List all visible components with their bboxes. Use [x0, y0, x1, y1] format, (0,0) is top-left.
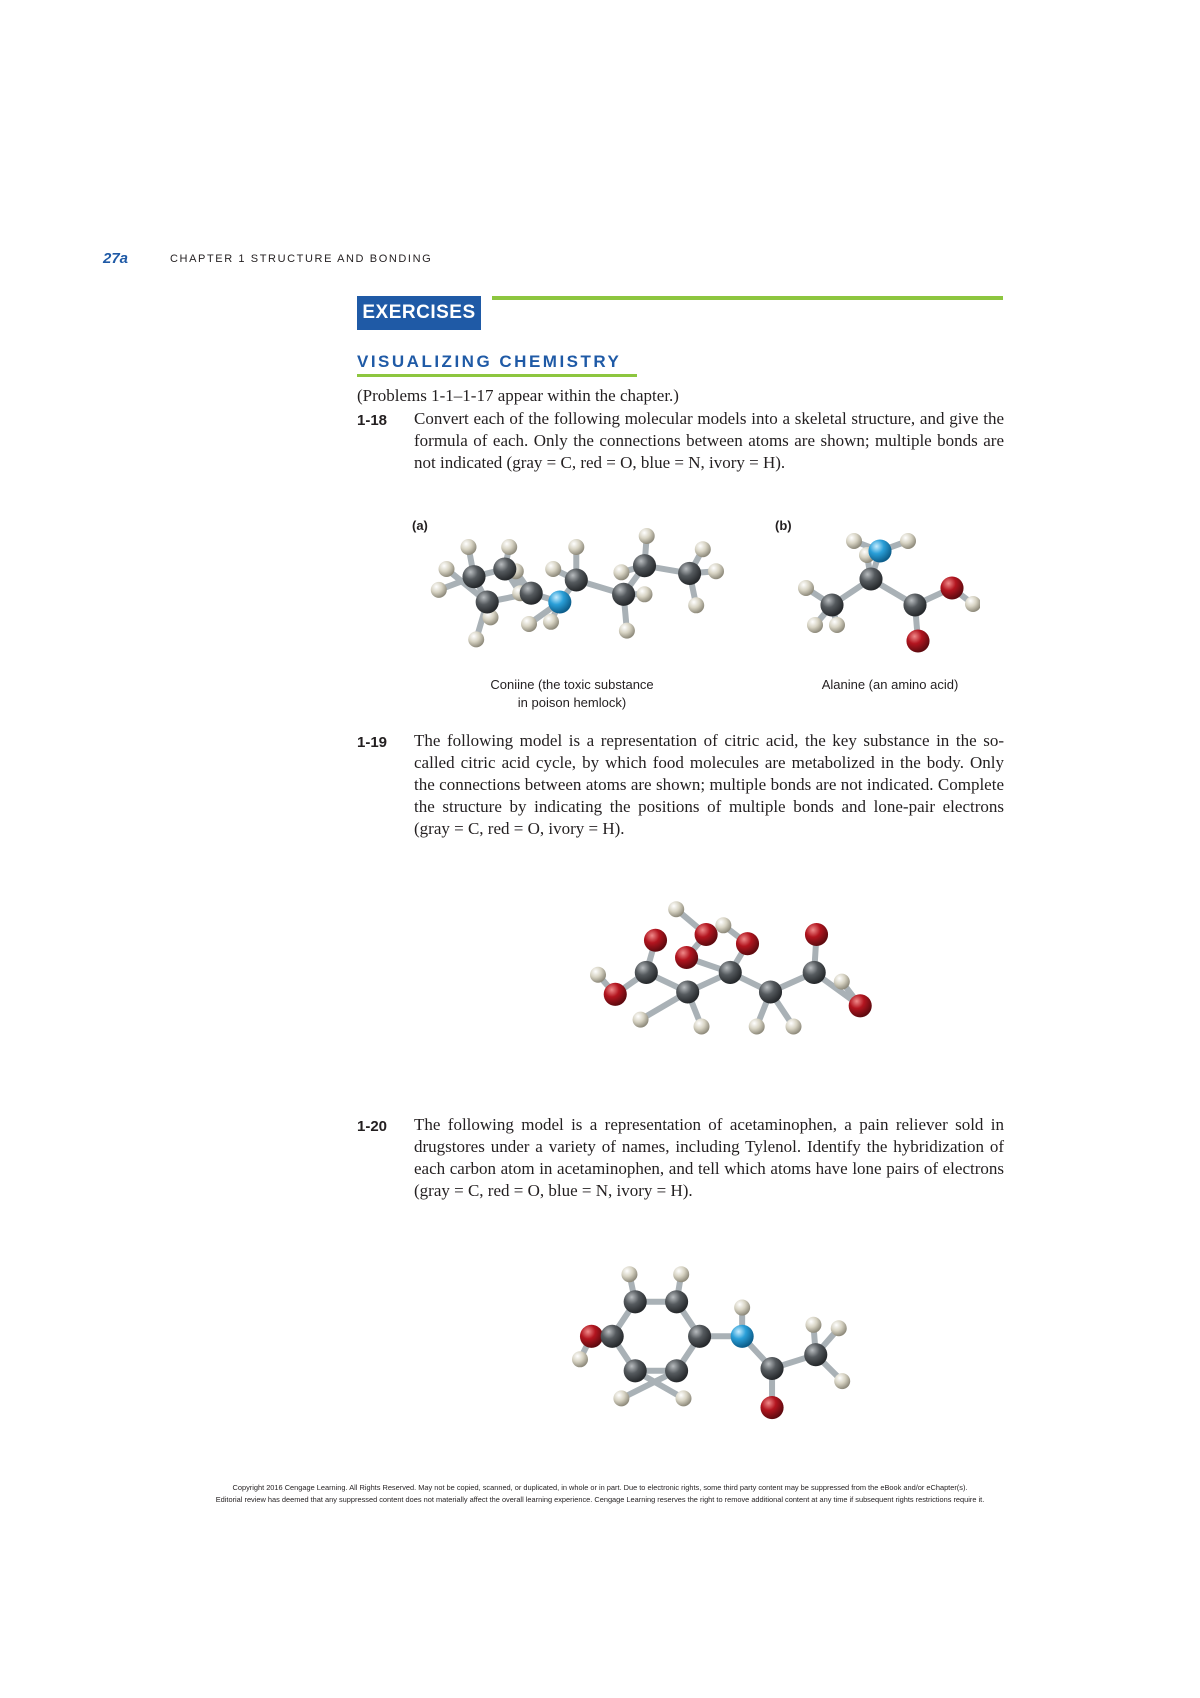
acetaminophen-model	[560, 1245, 860, 1445]
oxygen-atom	[805, 923, 828, 946]
oxygen-atom	[940, 576, 963, 599]
carbon-atom	[635, 961, 658, 984]
carbon-atom	[565, 568, 588, 591]
caption-coniine-line2: in poison hemlock)	[517, 695, 627, 710]
copyright-line1: Copyright 2016 Cengage Learning. All Rights Reserved. May not be copied, scanned, or duplicated, in whole or in part. Due to electronic rights, some third party content may be suppressed from the eBook and/or eChapter(s).	[232, 1483, 968, 1492]
hydrogen-atom	[834, 974, 850, 990]
hydrogen-atom	[668, 901, 684, 917]
oxygen-atom	[761, 1396, 784, 1419]
nitrogen-atom	[548, 590, 571, 613]
coniine-model	[420, 515, 740, 665]
carbon-atom	[719, 961, 742, 984]
hydrogen-atom	[633, 1012, 649, 1028]
exercises-badge: EXERCISES	[357, 296, 481, 330]
hydrogen-atom	[673, 1266, 689, 1282]
carbon-atom	[820, 593, 843, 616]
hydrogen-atom	[543, 614, 559, 630]
problem-number-1-18: 1-18	[357, 412, 388, 429]
oxygen-atom	[604, 983, 627, 1006]
alanine-model	[780, 515, 980, 665]
header-rule	[492, 296, 1003, 300]
hydrogen-atom	[639, 528, 655, 544]
hydrogen-atom	[846, 533, 862, 549]
oxygen-atom	[906, 629, 929, 652]
hydrogen-atom	[461, 539, 477, 555]
problem-text-1-19: The following model is a representation of citric acid, the key substance in the so-called citric acid cycle, by which food molecules are metabolized in the body. Only the connections between atoms are shown; multiple bonds are not indicated. Complete the structure by indicating the positions of multiple bonds and lone-pair electrons (gray = C, red = O, ivory = H).	[414, 731, 1004, 838]
hydrogen-atom	[468, 631, 484, 647]
hydrogen-atom	[805, 1317, 821, 1333]
hydrogen-atom	[613, 564, 629, 580]
intro-note: (Problems 1-1–1-17 appear within the chapter.)	[357, 386, 679, 405]
section-rule	[357, 374, 637, 377]
problem-number-1-19: 1-19	[357, 734, 388, 751]
hydrogen-atom	[786, 1019, 802, 1035]
hydrogen-atom	[715, 917, 731, 933]
hydrogen-atom	[688, 597, 704, 613]
hydrogen-atom	[734, 1300, 750, 1316]
hydrogen-atom	[439, 561, 455, 577]
hydrogen-atom	[694, 1019, 710, 1035]
carbon-atom	[601, 1325, 624, 1348]
oxygen-atom	[580, 1325, 603, 1348]
carbon-atom	[612, 583, 635, 606]
hydrogen-atom	[829, 617, 845, 633]
hydrogen-atom	[431, 582, 447, 598]
caption-coniine-line1: Coniine (the toxic substance	[490, 677, 654, 692]
caption-coniine	[452, 676, 692, 712]
hydrogen-atom	[900, 533, 916, 549]
oxygen-atom	[644, 929, 667, 952]
carbon-atom	[624, 1290, 647, 1313]
hydrogen-atom	[590, 967, 606, 983]
carbon-atom	[624, 1359, 647, 1382]
carbon-atom	[804, 1343, 827, 1366]
caption-alanine-line1: Alanine (an amino acid)	[821, 677, 959, 692]
citric-acid-model	[555, 880, 875, 1080]
hydrogen-atom	[831, 1320, 847, 1336]
carbon-atom	[493, 557, 516, 580]
hydrogen-atom	[501, 539, 517, 555]
hydrogen-atom	[676, 1390, 692, 1406]
problem-number-1-20: 1-20	[357, 1118, 388, 1135]
carbon-atom	[678, 562, 701, 585]
carbon-atom	[633, 554, 656, 577]
caption-alanine	[790, 676, 990, 694]
part-label-a: (a)	[412, 518, 428, 533]
carbon-atom	[688, 1325, 711, 1348]
hydrogen-atom	[545, 561, 561, 577]
carbon-atom	[520, 582, 543, 605]
hydrogen-atom	[521, 616, 537, 632]
carbon-atom	[903, 593, 926, 616]
oxygen-atom	[736, 932, 759, 955]
hydrogen-atom	[695, 541, 711, 557]
problem-text-1-18: Convert each of the following molecular models into a skeletal structure, and give the formula of each. Only the connections between atoms are shown; multiple bonds are not indicated (gray = C, red = O, blue = N, ivory = H).	[414, 409, 1004, 472]
nitrogen-atom	[731, 1325, 754, 1348]
hydrogen-atom	[613, 1390, 629, 1406]
hydrogen-atom	[637, 586, 653, 602]
oxygen-atom	[849, 994, 872, 1017]
carbon-atom	[759, 980, 782, 1003]
hydrogen-atom	[572, 1351, 588, 1367]
carbon-atom	[462, 565, 485, 588]
hydrogen-atom	[798, 580, 814, 596]
hydrogen-atom	[834, 1373, 850, 1389]
copyright-line2: Editorial review has deemed that any suppressed content does not materially affect the overall learning experience. Cengage Learning reserves the right to remove additional content at any time if subsequent rights restrictions require it.	[215, 1495, 985, 1504]
oxygen-atom	[675, 946, 698, 969]
carbon-atom	[803, 961, 826, 984]
carbon-atom	[665, 1290, 688, 1313]
carbon-atom	[676, 980, 699, 1003]
carbon-atom	[761, 1357, 784, 1380]
carbon-atom	[859, 567, 882, 590]
page-number: 27a	[103, 250, 129, 267]
section-title: VISUALIZING CHEMISTRY	[357, 352, 622, 371]
hydrogen-atom	[807, 617, 823, 633]
oxygen-atom	[695, 923, 718, 946]
hydrogen-atom	[749, 1019, 765, 1035]
carbon-atom	[476, 590, 499, 613]
running-head: CHAPTER 1 STRUCTURE AND BONDING	[170, 253, 433, 265]
hydrogen-atom	[621, 1266, 637, 1282]
hydrogen-atom	[619, 623, 635, 639]
hydrogen-atom	[708, 563, 724, 579]
copyright-footer	[150, 1482, 1050, 1506]
carbon-atom	[665, 1359, 688, 1382]
problem-text-1-20: The following model is a representation of acetaminophen, a pain reliever sold in drugstores under a variety of names, including Tylenol. Identify the hybridization of each carbon atom in acetaminophen, and tell which atoms have lone pairs of electrons (gray = C, red = O, blue = N, ivory = H).	[414, 1115, 1004, 1200]
nitrogen-atom	[868, 539, 891, 562]
hydrogen-atom	[568, 539, 584, 555]
part-label-b: (b)	[775, 518, 792, 533]
